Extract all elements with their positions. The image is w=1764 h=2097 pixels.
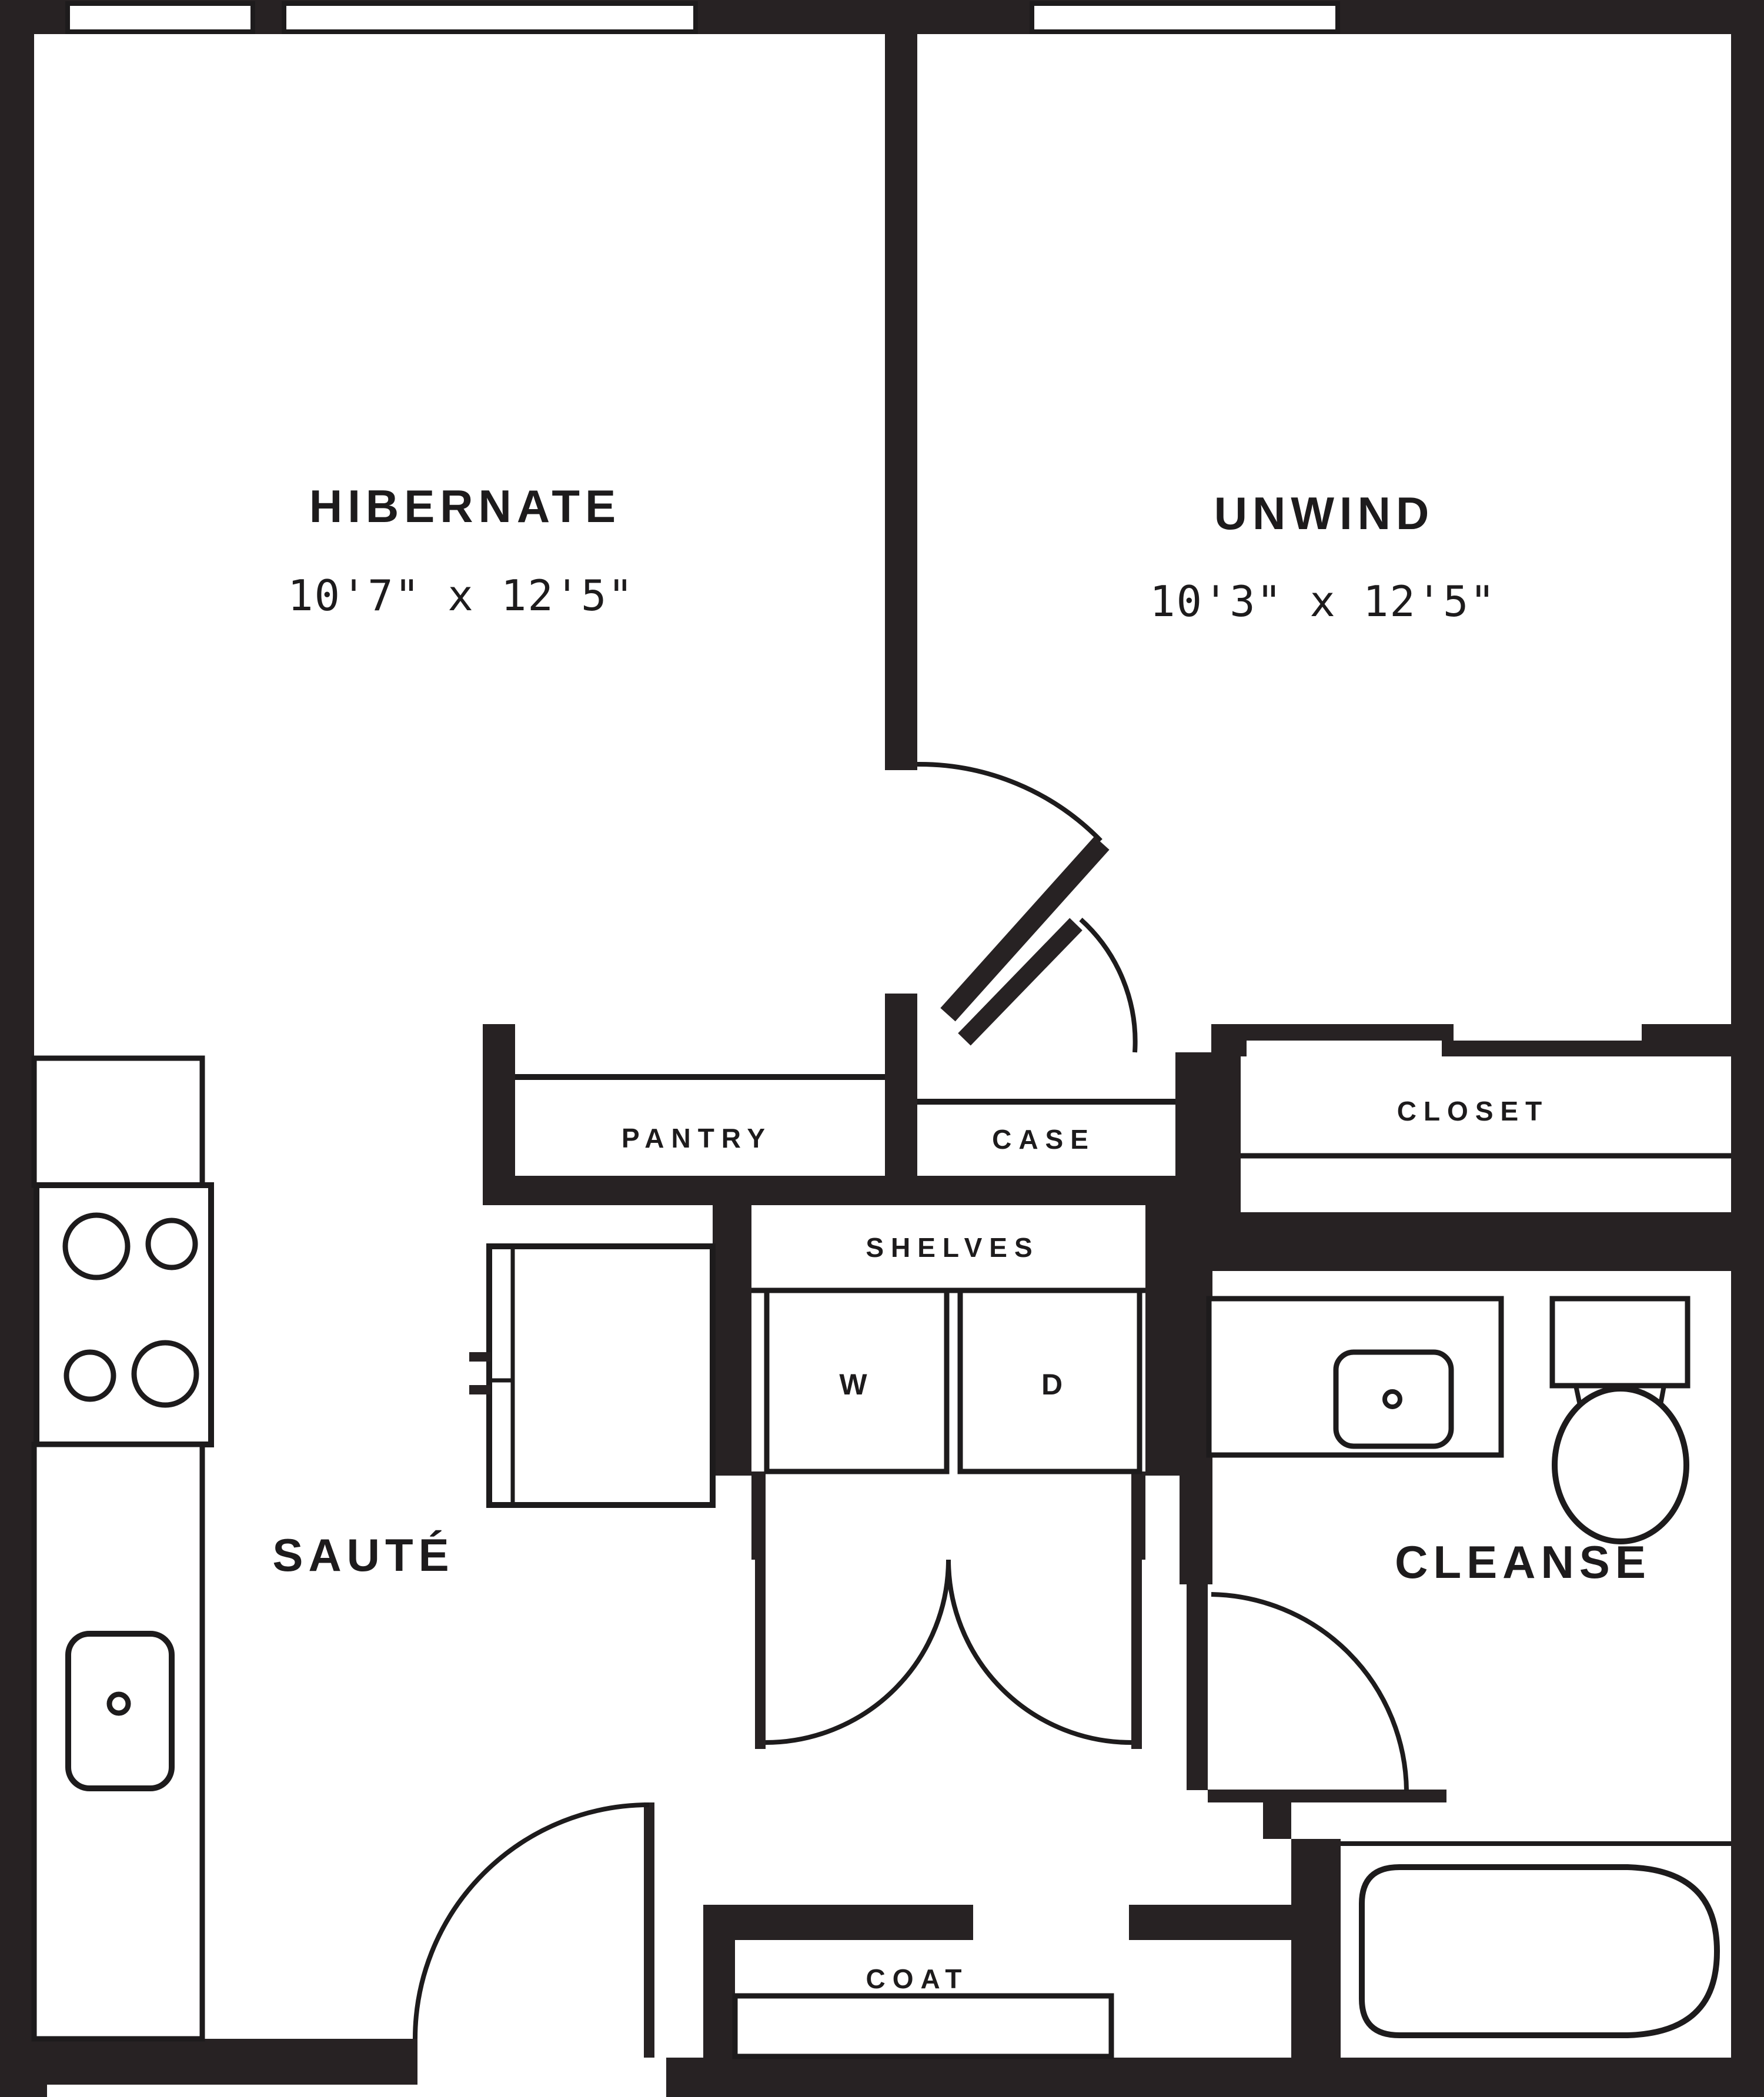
closet-entry-opening <box>1454 1024 1642 1041</box>
laundry-door-leaf-right <box>1131 1560 1142 1749</box>
room-label-cleanse: CLEANSE <box>1395 1536 1651 1588</box>
window-living <box>1032 4 1338 32</box>
wall-coat-top-left <box>703 1905 973 1940</box>
interior-walls <box>483 34 1731 2058</box>
window-bedroom-right <box>284 4 696 32</box>
burner-top-right <box>148 1220 195 1267</box>
laundry-fixtures <box>767 1290 1140 1471</box>
bathtub <box>1362 1867 1717 2035</box>
bedroom-door-arc <box>917 764 1101 841</box>
label-coat: COAT <box>866 1964 969 1994</box>
label-dryer: D <box>1041 1368 1064 1401</box>
wall-coat-left <box>703 1905 735 2058</box>
wall-laundry-left <box>713 1205 751 1476</box>
wall-top <box>0 0 1764 34</box>
refrigerator-handle-top <box>469 1352 490 1362</box>
kitchen-sink-drain <box>109 1694 128 1713</box>
room-dims-unwind: 10'3" x 12'5" <box>1150 577 1496 626</box>
room-label-saute: SAUTÉ <box>272 1529 455 1581</box>
entry-door-arc <box>415 1805 649 2039</box>
label-case: CASE <box>992 1124 1095 1155</box>
room-label-hibernate: HIBERNATE <box>309 480 622 532</box>
laundry-door-arc-left <box>766 1560 948 1743</box>
wall-coat-top-right <box>1129 1905 1291 1940</box>
refrigerator-handle-bottom <box>469 1385 490 1394</box>
burner-top-left <box>65 1215 128 1277</box>
wall-divider-lower-stub <box>885 994 917 1205</box>
room-dims-hibernate: 10'7" x 12'5" <box>288 571 634 620</box>
wall-bedroom-living-divider <box>885 34 917 770</box>
wall-laundry-right <box>1145 1205 1180 1476</box>
wall-closet-bottom <box>1204 1212 1731 1271</box>
bathroom-sink-drain <box>1385 1392 1400 1407</box>
wall-bathroom-step <box>1263 1802 1291 1839</box>
wall-right <box>1731 0 1764 2097</box>
window-bedroom-left <box>68 4 253 32</box>
wall-bathroom-tub-left <box>1291 1839 1341 2058</box>
wall-bottom-right <box>666 2058 1764 2097</box>
toilet-bowl <box>1555 1389 1686 1541</box>
wall-bottom-left-foot <box>0 2039 47 2097</box>
room-label-unwind: UNWIND <box>1214 487 1435 539</box>
laundry-door-leaf-left <box>755 1560 766 1749</box>
wall-bathroom-lower-bar <box>1208 1790 1446 1802</box>
kitchen-counter-upper <box>34 1058 202 1185</box>
laundry-door-jamb-right <box>1131 1471 1145 1560</box>
label-shelves: SHELVES <box>866 1232 1040 1263</box>
coat-closet <box>735 1996 1111 2056</box>
wall-left <box>0 0 34 2084</box>
laundry-door-jamb-left <box>751 1471 766 1560</box>
bathroom-door-arc <box>1211 1594 1406 1791</box>
burner-bottom-right <box>134 1343 196 1405</box>
bathroom-door-leaf <box>1187 1584 1208 1790</box>
refrigerator <box>489 1246 713 1505</box>
closet-door-recess <box>1247 1041 1442 1056</box>
label-washer: W <box>839 1368 868 1401</box>
laundry-door-arc-right <box>948 1560 1131 1743</box>
living-door-arc <box>1081 919 1135 1052</box>
label-closet: CLOSET <box>1396 1096 1549 1126</box>
toilet-tank <box>1552 1299 1688 1386</box>
label-pantry: PANTRY <box>622 1123 772 1153</box>
coat-shelf <box>735 1996 1111 2056</box>
burner-bottom-left <box>66 1352 113 1399</box>
wall-pantry-case-bottom <box>483 1176 1212 1205</box>
entry-door-leaf <box>644 1802 654 2058</box>
wall-bottom-left <box>0 2039 417 2085</box>
